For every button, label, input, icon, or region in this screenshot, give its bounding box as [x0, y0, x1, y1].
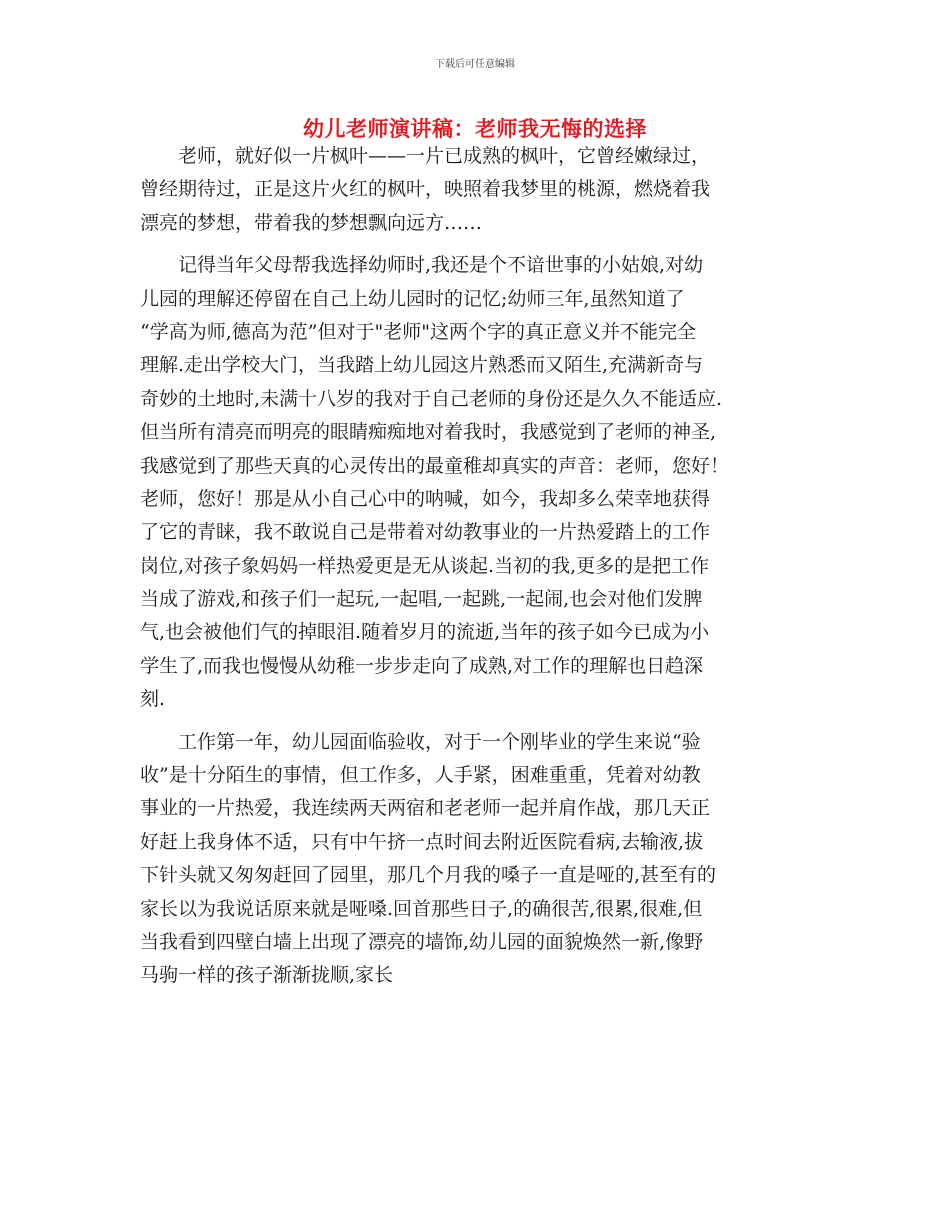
text-line: 但当所有清亮而明亮的眼睛痴痴地对着我时，我感觉到了老师的神圣, — [140, 421, 717, 444]
text-line: 马驹一样的孩子渐渐拢顺,家长 — [140, 964, 394, 987]
text-line: 曾经期待过，正是这片火红的枫叶，映照着我梦里的桃源，燃烧着我 — [140, 178, 711, 201]
text-line: 老师，就好似一片枫叶——一片已成熟的枫叶，它曾经嫩绿过， — [140, 145, 711, 167]
text-line: 刻. — [140, 688, 166, 711]
text-line: 儿园的理解还停留在自己上幼儿园时的记忆;幼师三年,虽然知道了 — [140, 287, 685, 310]
text-line: 漂亮的梦想，带着我的梦想飘向远方…… — [140, 211, 483, 234]
document-body — [140, 140, 812, 993]
text-line: 当成了游戏,和孩子们一起玩,一起唱,一起跳,一起闹,也会对他们发脾 — [140, 588, 703, 611]
paragraph-2 — [140, 249, 812, 716]
text-line: 当我看到四壁白墙上出现了漂亮的墙饰,幼儿园的面貌焕然一新,像野 — [140, 930, 704, 953]
paragraph-gap — [140, 717, 812, 726]
paragraph-gap — [140, 240, 812, 249]
text-line: 岗位,对孩子象妈妈一样热爱更是无从谈起.当初的我,更多的是把工作 — [140, 554, 710, 577]
paragraph-1 — [140, 140, 812, 240]
text-line: 我感觉到了那些天真的心灵传出的最童稚却真实的声音：老师，您好！ — [140, 454, 730, 477]
text-line: 收”是十分陌生的事情，但工作多，人手紧，困难重重，凭着对幼教 — [140, 764, 701, 787]
document-title: 幼儿老师演讲稿：老师我无悔的选择 — [303, 116, 647, 141]
text-line: 好赶上我身体不适，只有中午挤一点时间去附近医院看病,去输液,拔 — [140, 830, 704, 853]
header-note: 下载后可任意编辑 — [435, 59, 515, 70]
text-line: 学生了,而我也慢慢从幼稚一步步走向了成熟,对工作的理解也日趋深 — [140, 654, 704, 677]
text-line: 事业的一片热爱，我连续两天两宿和老老师一起并肩作战，那几天正 — [140, 797, 711, 820]
text-line: 气,也会被他们气的掉眼泪.随着岁月的流逝,当年的孩子如今已成为小 — [140, 621, 710, 644]
text-line: 下针头就又匆匆赶回了园里，那几个月我的嗓子一直是哑的,甚至有的 — [140, 864, 717, 887]
text-line: 奇妙的土地时,未满十八岁的我对于自己老师的身份还是久久不能适应. — [140, 387, 723, 410]
text-line: 工作第一年，幼儿园面临验收，对于一个刚毕业的学生来说“验 — [140, 730, 701, 753]
text-line: 理解.走出学校大门，当我踏上幼儿园这片熟悉而又陌生,充满新奇与 — [140, 354, 704, 377]
text-line: 老师，您好！那是从小自己心中的呐喊，如今，我却多么荣幸地获得 — [140, 487, 711, 510]
text-line: 家长以为我说话原来就是哑嗓.回首那些日子,的确很苦,很累,很难,但 — [140, 897, 703, 920]
text-line: 了它的青睐，我不敢说自己是带着对幼教事业的一片热爱踏上的工作 — [140, 521, 711, 544]
text-line: “学高为师,德高为范”但对于"老师"这两个字的真正意义并不能完全 — [140, 320, 696, 343]
text-line: 记得当年父母帮我选择幼师时,我还是个不谙世事的小姑娘,对幼 — [140, 254, 704, 277]
paragraph-3 — [140, 726, 812, 993]
